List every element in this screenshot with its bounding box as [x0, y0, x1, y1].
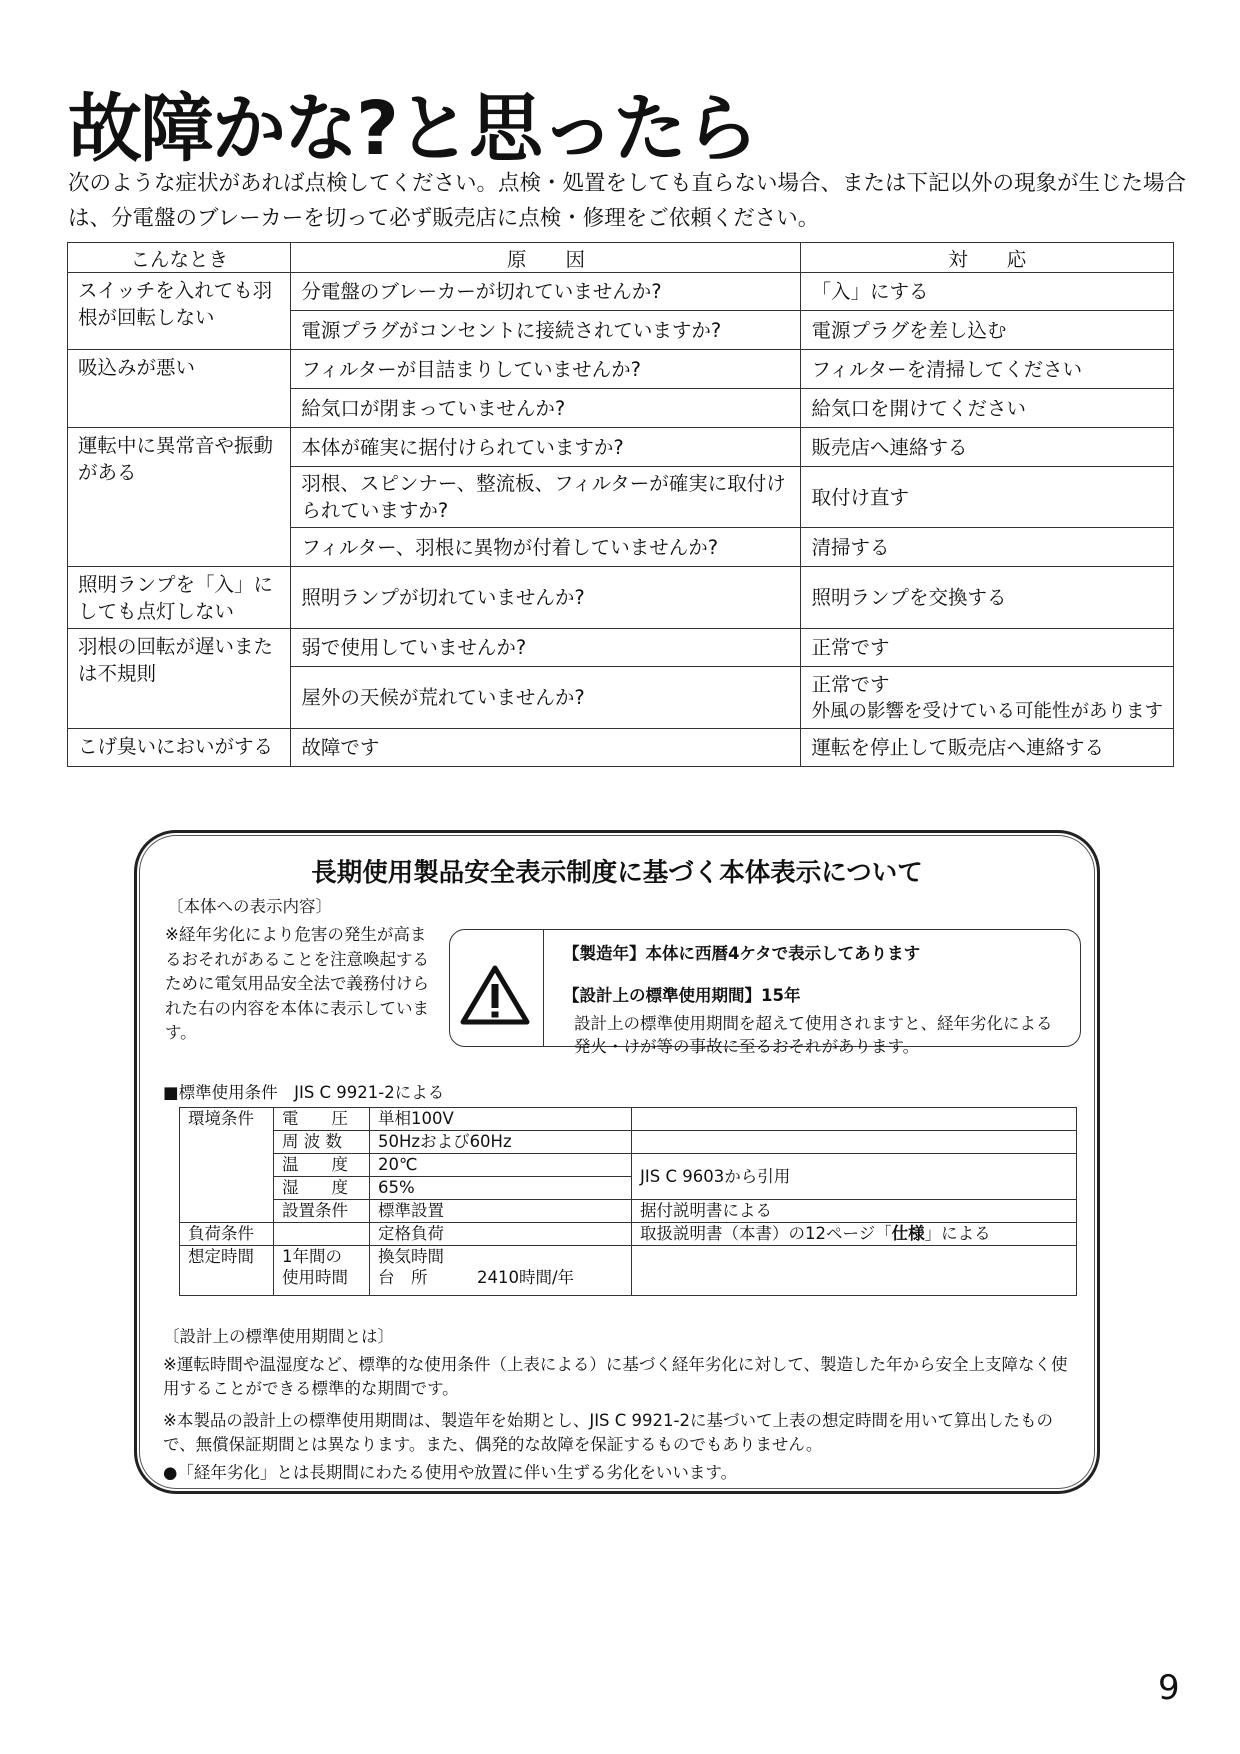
remedy-cell: フィルターを清掃してください	[801, 350, 1174, 389]
cause-cell: 羽根、スピンナー、整流板、フィルターが確実に取付けられていますか?	[291, 467, 801, 528]
cause-cell: 故障です	[291, 729, 801, 767]
section-label: 〔設計上の標準使用期間とは〕	[163, 1327, 394, 1346]
cause-cell: フィルターが目詰まりしていませんか?	[291, 350, 801, 389]
long-term-safety-notice	[134, 830, 1100, 1494]
note-text: ●「経年劣化」とは長期間にわたる使用や放置に伴い生ずる劣化をいいます。	[163, 1463, 738, 1482]
cond-label	[274, 1246, 370, 1296]
header-symptom: こんなとき	[68, 243, 291, 273]
load-note-text: 」による	[924, 1224, 991, 1243]
conditions-heading: ■標準使用条件 JIS C 9921-2による	[163, 1083, 445, 1102]
load-label: 負荷条件	[180, 1223, 274, 1246]
cond-note	[632, 1246, 1077, 1296]
time-value: 台 所 2410時間/年	[378, 1268, 575, 1287]
table-row	[68, 350, 1174, 389]
section1-text: ※経年劣化により危害の発生が高まるおそれがあることを注意喚起するために電気用品安全法で義務付けられた右の内容を本体に表示しています。	[165, 925, 429, 1042]
notice-title: 長期使用製品安全表示制度に基づく本体表示について	[311, 858, 923, 888]
cause-cell: 屋外の天候が荒れていませんか?	[291, 667, 801, 729]
remedy-cell: 清掃する	[801, 528, 1174, 567]
cond-label: 湿 度	[274, 1177, 370, 1200]
env-label: 環境条件	[180, 1108, 274, 1223]
remedy-cell: 販売店へ連絡する	[801, 428, 1174, 467]
section-label: 〔本体への表示内容〕	[167, 897, 332, 916]
label-manufacture-year: 【製造年】本体に西暦4ケタで表示してあります	[563, 944, 921, 963]
cond-label: 電 圧	[274, 1108, 370, 1131]
table-row	[180, 1108, 1077, 1131]
cond-note	[632, 1108, 1077, 1131]
symptom-cell: 照明ランプを「入」にしても点灯しない	[68, 567, 291, 629]
remedy-cell: 正常です	[801, 629, 1174, 667]
table-header-row	[68, 243, 1174, 273]
time-value: 換気時間	[378, 1247, 444, 1266]
time-sub: 使用時間	[282, 1268, 348, 1287]
page-title: 故障かな?と思ったら	[68, 86, 757, 172]
table-row	[180, 1223, 1077, 1246]
remedy-line: 外風の影響を受けている可能性があります	[811, 700, 1163, 722]
table-row	[180, 1131, 1077, 1154]
cond-label: 周 波 数	[274, 1131, 370, 1154]
header-remedy: 対 応	[801, 243, 1174, 273]
label-standard-period: 【設計上の標準使用期間】15年	[563, 986, 801, 1005]
remedy-cell: 取付け直す	[801, 467, 1174, 528]
note-text: ※本製品の設計上の標準使用期間は、製造年を始期とし、JIS C 9921-2に基づいて上表の想定時間を用いて算出したもので、無償保証期間とは異なります。また、偶発的な故障を保証するものでもありません。	[163, 1411, 1053, 1454]
table-row	[180, 1154, 1077, 1177]
remedy-cell: 給気口を開けてください	[801, 389, 1174, 428]
remedy-cell: 照明ランプを交換する	[801, 567, 1174, 629]
remedy-cell: 「入」にする	[801, 273, 1174, 311]
remedy-cell	[801, 667, 1174, 729]
symptom-cell: スイッチを入れても羽根が回転しない	[68, 273, 291, 350]
load-note-bold: 仕様	[891, 1224, 925, 1243]
cond-label	[274, 1223, 370, 1246]
table-row	[68, 428, 1174, 467]
header-cause: 原 因	[291, 243, 801, 273]
cond-value: 20℃	[370, 1154, 632, 1177]
cond-value: 65%	[370, 1177, 632, 1200]
label-divider	[543, 930, 544, 1046]
table-row	[180, 1200, 1077, 1223]
cond-value: 単相100V	[370, 1108, 632, 1131]
cause-cell: 弱で使用していませんか?	[291, 629, 801, 667]
cond-label: 温 度	[274, 1154, 370, 1177]
warning-triangle-icon	[460, 964, 530, 1026]
time-label: 想定時間	[180, 1246, 274, 1296]
cond-note	[632, 1223, 1077, 1246]
cause-cell: 分電盤のブレーカーが切れていませんか?	[291, 273, 801, 311]
symptom-cell: こげ臭いにおいがする	[68, 729, 291, 767]
symptom-cell: 吸込みが悪い	[68, 350, 291, 428]
remedy-line: 正常です	[811, 672, 890, 696]
cond-label: 設置条件	[274, 1200, 370, 1223]
table-row	[68, 273, 1174, 311]
table-row	[180, 1246, 1077, 1296]
cause-cell: フィルター、羽根に異物が付着していませんか?	[291, 528, 801, 567]
symptom-cell: 羽根の回転が遅いまたは不規則	[68, 629, 291, 729]
remedy-cell: 運転を停止して販売店へ連絡する	[801, 729, 1174, 767]
cond-value: 標準設置	[370, 1200, 632, 1223]
cond-value: 定格負荷	[370, 1223, 632, 1246]
table-row	[68, 729, 1174, 767]
cond-value: 50Hzおよび60Hz	[370, 1131, 632, 1154]
time-sub: 1年間の	[282, 1247, 342, 1266]
symptom-cell: 運転中に異常音や振動がある	[68, 428, 291, 567]
cause-cell: 電源プラグがコンセントに接続されていますか?	[291, 311, 801, 350]
label-warning-text: 設計上の標準使用期間を超えて使用されますと、経年劣化による発火・けが等の事故に至るおそれがあります。	[574, 1014, 1053, 1056]
remedy-cell: 電源プラグを差し込む	[801, 311, 1174, 350]
table-row	[68, 567, 1174, 629]
note-text: ※運転時間や温湿度など、標準的な使用条件（上表による）に基づく経年劣化に対して、製造した年から安全上支障なく使用することができる標準的な期間です。	[163, 1355, 1068, 1398]
cond-note: JIS C 9603から引用	[632, 1154, 1077, 1200]
product-label-box	[449, 929, 1081, 1056]
cause-cell: 照明ランプが切れていませんか?	[291, 567, 801, 629]
cause-cell: 本体が確実に据付けられていますか?	[291, 428, 801, 467]
load-note-text: 取扱説明書（本書）の12ページ「	[640, 1224, 892, 1243]
standard-conditions-table	[179, 1107, 1077, 1296]
table-row	[68, 629, 1174, 667]
troubleshooting-table	[67, 242, 1174, 767]
cond-note: 据付説明書による	[632, 1200, 1077, 1223]
intro-text: 次のような症状があれば点検してください。点検・処置をしても直らない場合、または下記以外の現象が生じた場合は、分電盤のブレーカーを切って必ず販売店に点検・修理をご依頼ください。	[68, 171, 1187, 231]
cond-note	[632, 1131, 1077, 1154]
cause-cell: 給気口が閉まっていませんか?	[291, 389, 801, 428]
page-number: 9	[1158, 1668, 1180, 1708]
cond-value	[370, 1246, 632, 1296]
